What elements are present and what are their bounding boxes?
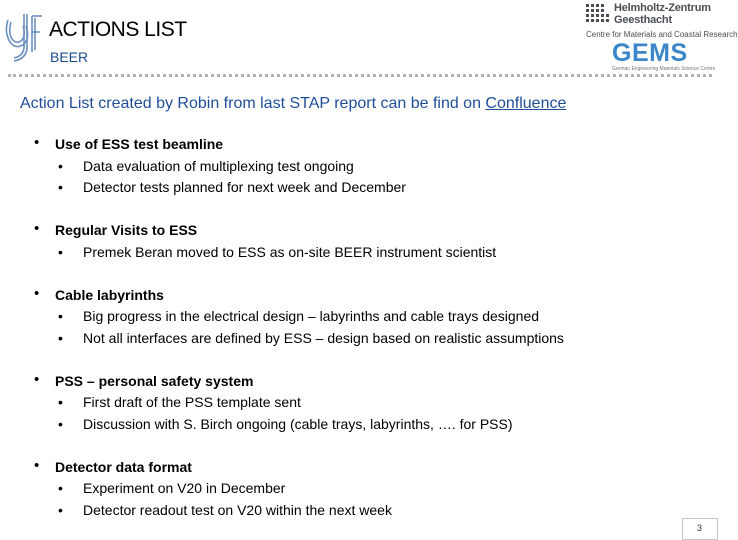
- action-heading: Use of ESS test beamline: [55, 136, 224, 152]
- action-heading: Regular Visits to ESS: [55, 222, 198, 238]
- sub-item-text: Experiment on V20 in December: [83, 480, 286, 496]
- bullet: •: [58, 394, 63, 410]
- page-number: 3: [697, 523, 703, 533]
- hzg-gems-logo: [586, 2, 738, 74]
- bullet: •: [58, 308, 63, 324]
- hzg-name-line2: Geesthacht: [614, 14, 672, 26]
- bullet: •: [58, 179, 63, 195]
- hzg-name: [614, 2, 711, 26]
- confluence-link[interactable]: Confluence: [485, 95, 567, 112]
- header-divider: [8, 74, 712, 77]
- action-item: [34, 134, 694, 199]
- action-list: [34, 134, 694, 521]
- sub-item: [55, 242, 694, 264]
- sub-item-text: First draft of the PSS template sent: [83, 394, 301, 410]
- sub-item-text: Big progress in the electrical design – labyrinths and cable trays designed: [83, 308, 540, 324]
- action-item: [34, 220, 694, 263]
- bullet: •: [58, 480, 63, 496]
- intro-sentence: Action List created by Robin from last STAP report can be find on: [20, 95, 486, 112]
- gems-subtitle: German Engineering Materials Science Centre: [612, 66, 716, 72]
- action-heading: Detector data format: [55, 458, 192, 475]
- action-item: [34, 285, 694, 350]
- gems-logo: GEMS: [612, 39, 688, 67]
- hzg-grid-icon: [586, 4, 610, 28]
- action-item: [34, 457, 694, 522]
- sub-item-text: Data evaluation of multiplexing test ongoing: [83, 157, 354, 174]
- bullet: •: [34, 284, 40, 302]
- page-subtitle: BEER: [50, 49, 89, 65]
- sub-item-text: Not all interfaces are defined by ESS – design based on realistic assumptions: [83, 329, 564, 346]
- bullet: •: [58, 157, 63, 174]
- sub-item: [55, 306, 694, 328]
- sub-item: [55, 500, 694, 522]
- bullet: •: [34, 456, 40, 474]
- bullet: •: [58, 329, 63, 346]
- sub-item: [55, 414, 694, 436]
- action-heading: Cable labyrinths: [55, 286, 164, 303]
- sub-item-text: Discussion with S. Birch ongoing (cable trays, labyrinths, …. for PSS): [83, 415, 513, 432]
- sub-item: [55, 156, 694, 178]
- sub-item-text: Detector tests planned for next week and December: [83, 179, 406, 195]
- hzg-tagline: Centre for Materials and Coastal Research: [586, 30, 738, 39]
- sub-item-text: Detector readout test on V20 within the next week: [83, 501, 392, 518]
- action-heading: PSS – personal safety system: [55, 372, 254, 389]
- sub-item: [55, 328, 694, 350]
- intro-text: [20, 95, 566, 113]
- hzg-name-line1: Helmholtz-Zentrum: [614, 2, 711, 14]
- action-item: [34, 371, 694, 436]
- sub-item-text: Premek Beran moved to ESS as on-site BEER instrument scientist: [83, 243, 497, 260]
- sub-item: [55, 392, 694, 414]
- sub-item: [55, 177, 694, 199]
- bullet: •: [34, 220, 40, 237]
- page-title: ACTIONS LIST: [49, 18, 187, 41]
- bullet: •: [58, 415, 63, 432]
- bullet: •: [34, 370, 40, 388]
- bullet: •: [58, 243, 63, 260]
- bullet: •: [34, 134, 40, 151]
- bullet: •: [58, 501, 63, 518]
- sub-item: [55, 478, 694, 500]
- page-number-box: [682, 518, 718, 540]
- ujf-logo: [2, 4, 46, 64]
